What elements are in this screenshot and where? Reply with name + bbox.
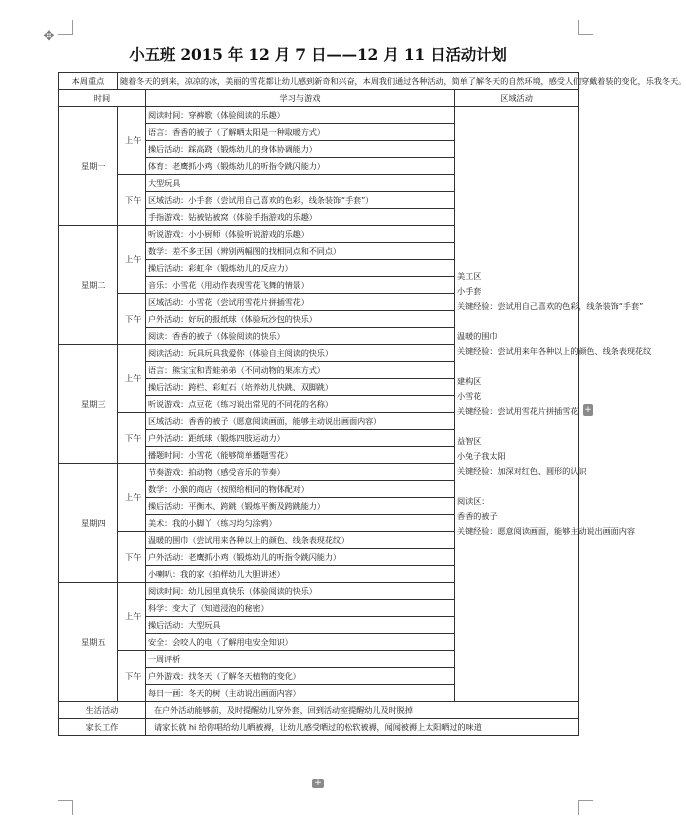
activity-cell: 数学：差不多王国（辨别两幅图的找相同点和不同点） — [146, 243, 455, 260]
page-corner-mark — [578, 20, 593, 35]
activity-cell: 户外游戏：找冬天（了解冬天植物的变化） — [146, 668, 455, 685]
region-line: 香香的被子 — [457, 511, 498, 521]
activity-cell: 小喇叭：我的家（拍样幼儿大胆讲述） — [146, 566, 455, 583]
morning-label: 上午 — [118, 107, 146, 175]
region-activity-header: 区域活动 — [455, 90, 579, 107]
page-corner-mark — [578, 800, 593, 815]
activity-cell: 大型玩具 — [146, 175, 455, 192]
activity-cell: 播题时间：小雪花（能够简单播题雪花） — [146, 447, 455, 464]
morning-label: 上午 — [118, 464, 146, 532]
life-activity-label: 生活活动 — [59, 702, 146, 719]
region-line: 建构区 — [457, 376, 482, 386]
activity-cell: 温暖的围巾（尝试用来各种以上的颜色、线条表现花纹） — [146, 532, 455, 549]
page-corner-mark — [58, 800, 73, 815]
activity-cell: 手指游戏：钻被钻被窝（体验手指游戏的乐趣） — [146, 209, 455, 226]
activity-cell: 阅读活动：玩具玩具我爱你（体验自主阅读的快乐） — [146, 345, 455, 362]
activity-cell: 安全：会咬人的电（了解用电安全知识） — [146, 634, 455, 651]
life-activity-text: 在户外活动能够前，及时提醒幼儿穿外套，回到活动室提醒幼儿及时脱掉 — [146, 702, 579, 719]
afternoon-label: 下午 — [118, 413, 146, 464]
activity-cell: 听说游戏：小小厨师（体验听说游戏的乐趣） — [146, 226, 455, 243]
activity-cell: 阅读时间：幼儿园里真快乐（体验阅读的快乐） — [146, 583, 455, 600]
afternoon-label: 下午 — [118, 532, 146, 583]
activity-cell: 操后活动：平衡木、跨跳（锻炼平衡及跨跳能力） — [146, 498, 455, 515]
activity-cell: 每日一画：冬天的树（主动说出画面内容） — [146, 685, 455, 702]
region-line: 关键经验：愿意阅读画面，能够主动说出画面内容 — [457, 526, 635, 536]
activity-cell: 户外活动：好玩的报纸球（体验玩沙包的快乐） — [146, 311, 455, 328]
activity-cell: 数学：小猴的商店（按照给相同的物体配对） — [146, 481, 455, 498]
activity-cell: 阅读：香香的被子（体验阅读的快乐） — [146, 328, 455, 345]
region-line: 阅读区： — [457, 496, 490, 506]
weekly-focus-text: 随着冬天的到来，凉凉的冰，美丽的雪花都让幼儿感到新奇和兴奋，本周我们通过各种活动，简单了解冬天的自然环境，感受人们穿戴着装的变化，乐我冬天。 — [118, 73, 579, 90]
parent-work-row — [59, 719, 579, 736]
afternoon-label: 下午 — [118, 175, 146, 226]
activity-cell: 科学：变大了（知道浸泡的秘密） — [146, 600, 455, 617]
region-line: 关键经验：加深对红色、圆形的认识 — [457, 466, 587, 476]
activity-cell: 一周评析 — [146, 651, 455, 668]
header-row — [59, 90, 579, 107]
activity-cell: 音乐：小雪花（用动作表现雪花飞舞的情景） — [146, 277, 455, 294]
activity-cell: 操后活动：彩虹伞（锻炼幼儿的反应力） — [146, 260, 455, 277]
afternoon-label: 下午 — [118, 651, 146, 702]
activity-cell: 阅读时间：穿裤歌（体验阅读的乐趣） — [146, 107, 455, 124]
region-line: 小手套 — [457, 286, 482, 296]
region-line: 小雪花 — [457, 391, 482, 401]
morning-label: 上午 — [118, 345, 146, 413]
days-body — [59, 107, 652, 702]
region-line: 关键经验：尝试用雪花片拼插雪花 — [457, 406, 579, 416]
table-move-icon[interactable]: ✥ — [43, 29, 55, 44]
weekly-focus-row — [59, 73, 579, 90]
day-label: 星期一 — [59, 107, 118, 226]
activity-cell: 户外活动：老鹰抓小鸡（锻炼幼儿的听指令跳闪能力） — [146, 549, 455, 566]
region-line: 益智区 — [457, 436, 482, 446]
afternoon-label: 下午 — [118, 294, 146, 345]
region-line: 小兔子我太阳 — [457, 451, 506, 461]
activity-cell: 体育：老鹰抓小鸡（锻炼幼儿的听指令跳闪能力） — [146, 158, 455, 175]
region-line: 美工区 — [457, 271, 482, 281]
activity-cell: 美术：我的小脚丫（练习均匀涂鸦） — [146, 515, 455, 532]
learning-games-header: 学习与游戏 — [146, 90, 455, 107]
activity-cell: 区域活动：小雪花（尝试用雪花片拼插雪花） — [146, 294, 455, 311]
day-label: 星期二 — [59, 226, 118, 345]
life-activity-row — [59, 702, 579, 719]
day-label: 星期四 — [59, 464, 118, 583]
page-corner-mark — [58, 20, 73, 35]
table-resize-right-icon[interactable]: + — [584, 405, 592, 415]
day-label: 星期五 — [59, 583, 118, 702]
activity-cell: 操后活动：大型玩具 — [146, 617, 455, 634]
table-resize-bottom-icon[interactable]: + — [312, 779, 324, 788]
region-line: 关键经验：尝试用自己喜欢的色彩，线条装饰“手套” — [457, 301, 644, 311]
morning-label: 上午 — [118, 226, 146, 294]
weekly-focus-label: 本周重点 — [59, 73, 118, 90]
activity-cell: 操后活动：跨栏、彩虹石（培养幼儿快跳、双脚跳） — [146, 379, 455, 396]
day-label: 星期三 — [59, 345, 118, 464]
region-line: 温暖的围巾 — [457, 331, 498, 341]
table-row — [59, 107, 579, 124]
time-header: 时间 — [59, 90, 146, 107]
page-title: 小五班 2015 年 12 月 7 日——12 月 11 日活动计划 — [129, 45, 507, 64]
activity-cell: 区域活动：香香的被子（愿意阅读画面，能够主动说出画面内容） — [146, 413, 455, 430]
activity-cell: 语言：香香的被子（了解晒太阳是一种取暖方式） — [146, 124, 455, 141]
activity-cell: 听说游戏：点豆花（练习说出常见的不同花的名称） — [146, 396, 455, 413]
morning-label: 上午 — [118, 583, 146, 651]
activity-cell: 语言：熊宝宝和青蛙弟弟（不同动物的果冻方式） — [146, 362, 455, 379]
activity-cell: 节奏游戏：拍动物（感受音乐的节奏） — [146, 464, 455, 481]
activity-cell: 操后活动：踩高跷（锻炼幼儿的身体协调能力） — [146, 141, 455, 158]
activity-plan-table — [58, 72, 686, 736]
parent-work-label: 家长工作 — [59, 719, 146, 736]
parent-work-text: 请家长就 hi 给你唱给幼儿晒被褥，让幼儿感受晒过的松软被褥，闻闻被褥上太阳晒过的味道 — [146, 719, 579, 736]
region-line: 关键经验：尝试用来年各种以上的颜色、线条表现花纹 — [457, 346, 652, 356]
activity-cell: 区域活动：小手套（尝试用自己喜欢的色彩，线条装饰“手套”） — [146, 192, 455, 209]
activity-cell: 户外活动：距纸球（锻炼四肢运动力） — [146, 430, 455, 447]
region-activity-cell — [455, 107, 652, 702]
